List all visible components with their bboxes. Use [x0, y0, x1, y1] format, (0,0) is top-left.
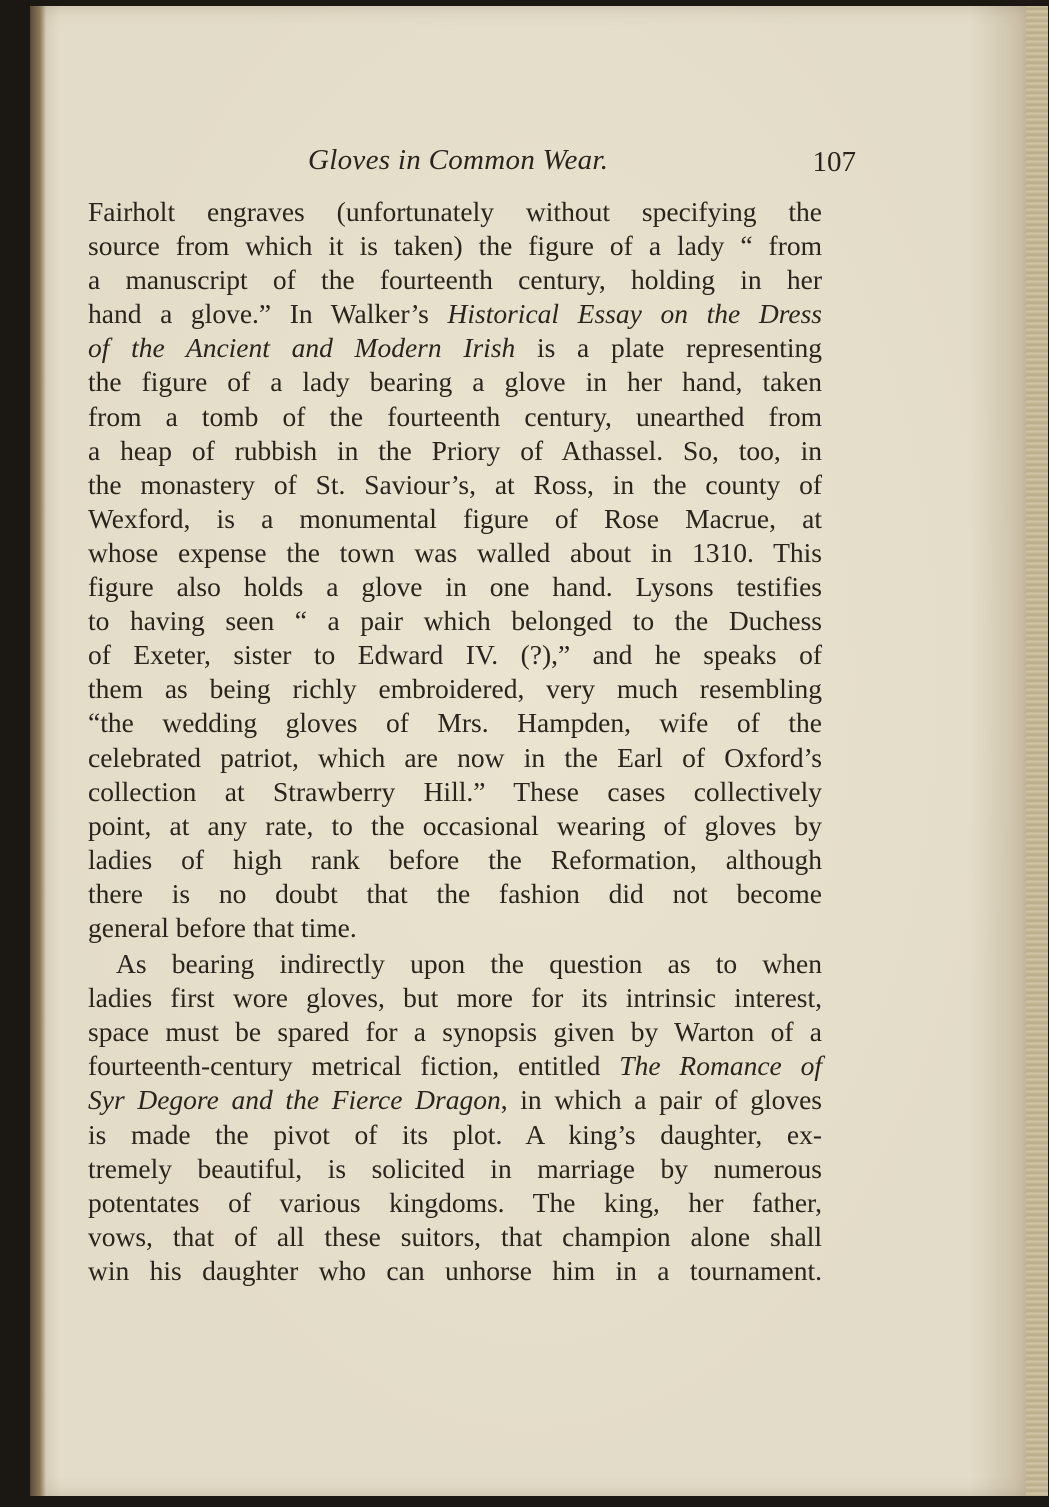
text-line: there is no doubt that the fashion did not become [88, 877, 822, 909]
page-header [308, 144, 856, 186]
text-line: a manuscript of the fourteenth century, holding in her [88, 264, 822, 296]
italic-title: Historical Essay on the Dress [447, 298, 822, 330]
page-fore-edge [1026, 6, 1048, 1496]
text-line: of Exeter, sister to Edward IV. (?),” and he speaks of [88, 639, 822, 671]
text-segment: fourteenth-century metrical fiction, entitled [88, 1050, 620, 1082]
page-gutter [30, 6, 46, 1496]
text-line: is made the pivot of its plot. A king’s daughter, ex- [88, 1118, 822, 1150]
text-segment: , in which a pair of gloves [500, 1084, 822, 1116]
text-line: the figure of a lady bearing a glove in her hand, taken [88, 366, 822, 398]
italic-title: The Romance of [619, 1050, 822, 1082]
text-line: win his daughter who can unhorse him in a tournament. [88, 1254, 822, 1286]
text-line: Fairholt engraves (unfortunately without specifying the [88, 196, 822, 227]
text-line: from a tomb of the fourteenth century, unearthed from [88, 400, 822, 432]
text-line: Wexford, is a monumental figure of Rose Macrue, at [88, 502, 822, 534]
text-line: space must be spared for a synopsis given by Warton of a [88, 1016, 822, 1048]
text-line: tremely beautiful, is solicited in marriage by numerous [88, 1152, 822, 1184]
text-segment: hand a glove.” In Walker’s [88, 298, 448, 330]
text-line: ladies of high rank before the Reformation, although [88, 843, 822, 875]
page-number: 107 [812, 146, 856, 178]
text-line: potentates of various kingdoms. The king, her father, [88, 1186, 822, 1218]
text-segment: is a plate representing [515, 332, 823, 364]
paragraph-2 [88, 947, 822, 1288]
text-line: general before that time. [88, 911, 357, 943]
text-line [88, 1049, 822, 1083]
paragraph-1 [88, 195, 822, 945]
text-line: ladies first wore gloves, but more for its intrinsic interest, [88, 982, 822, 1014]
text-line: source from which it is taken) the figure of a lady “ from [88, 230, 822, 262]
text-line: to having seen “ a pair which belonged to the Duchess [88, 605, 822, 637]
text-line: figure also holds a glove in one hand. Lysons testifies [88, 571, 822, 603]
text-line: collection at Strawberry Hill.” These cases collectively [88, 775, 822, 807]
text-line: whose expense the town was walled about in 1310. This [88, 536, 822, 568]
text-line [88, 1083, 822, 1117]
text-line [88, 331, 822, 365]
text-line: “the wedding gloves of Mrs. Hampden, wife of the [88, 707, 822, 739]
text-line: celebrated patriot, which are now in the Earl of Oxford’s [88, 741, 822, 773]
text-line: the monastery of St. Saviour’s, at Ross, in the county of [88, 468, 822, 500]
italic-title: of the Ancient and Modern Irish [88, 332, 516, 364]
running-title: Gloves in Common Wear. [308, 144, 609, 176]
text-line: them as being richly embroidered, very much resembling [88, 673, 822, 705]
text-line [88, 297, 822, 331]
italic-title: Syr Degore and the Fierce Dragon [88, 1084, 501, 1116]
text-line: point, at any rate, to the occasional wearing of gloves by [88, 809, 822, 841]
body-text [88, 195, 822, 1288]
text-line: vows, that of all these suitors, that champion alone shall [88, 1220, 822, 1252]
text-line: As bearing indirectly upon the question as to when [116, 948, 822, 980]
text-line: a heap of rubbish in the Priory of Athassel. So, too, in [88, 434, 822, 466]
